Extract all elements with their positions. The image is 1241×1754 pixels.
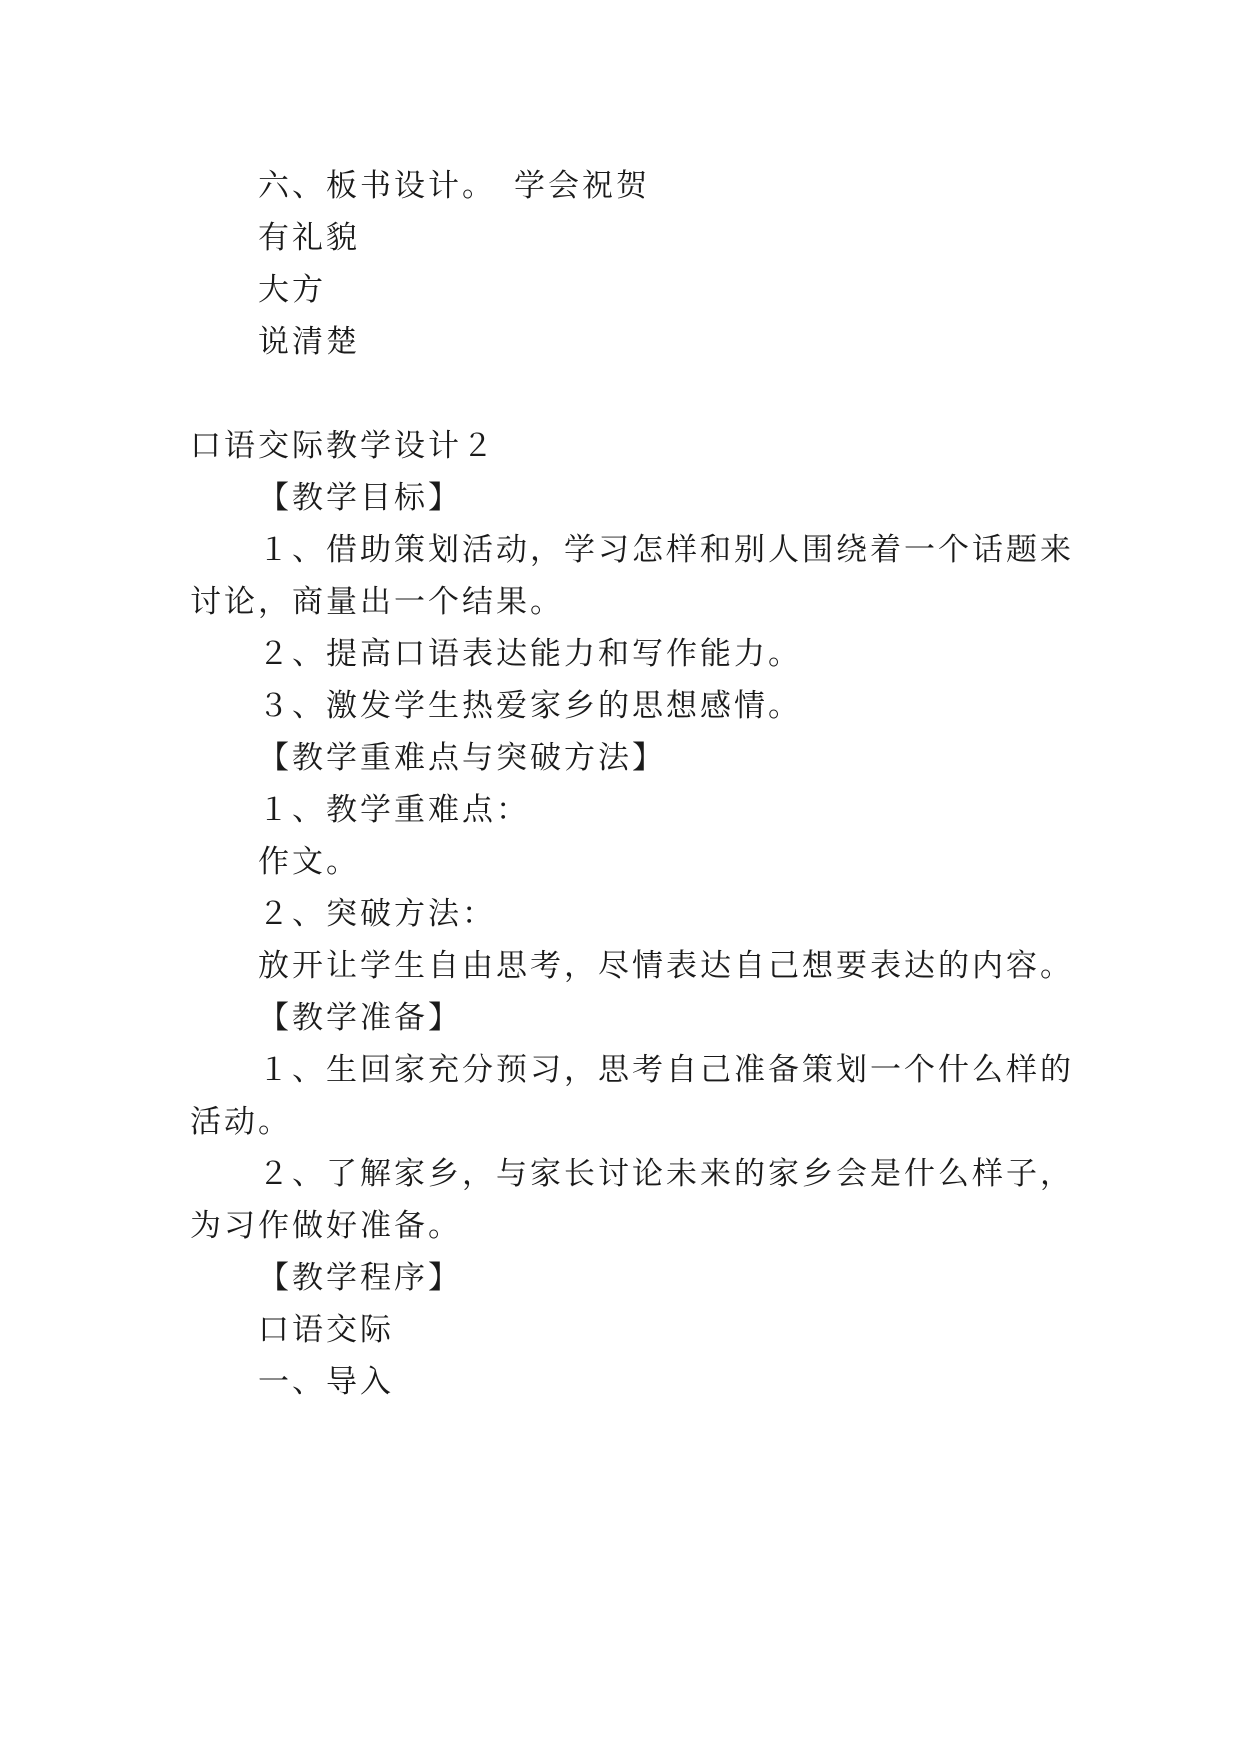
difficulty-label: １、教学重难点： xyxy=(258,792,530,828)
breakthrough-value: 放开让学生自由思考，尽情表达自己想要表达的内容。 xyxy=(258,948,1074,984)
board-design-item: 说清楚 xyxy=(258,324,360,360)
difficulty-value: 作文。 xyxy=(258,844,360,880)
procedure-subheading: 口语交际 xyxy=(258,1312,394,1348)
breakthrough-label: ２、突破方法： xyxy=(258,896,496,932)
procedure-heading: 【教学程序】 xyxy=(258,1260,462,1296)
section-title: 口语交际教学设计２ xyxy=(190,428,496,464)
board-design-heading-line xyxy=(258,166,650,206)
goal-item-continued: 讨论，商量出一个结果。 xyxy=(190,584,564,620)
prep-item-continued: 为习作做好准备。 xyxy=(190,1208,462,1244)
goal-item: ３、激发学生热爱家乡的思想感情。 xyxy=(258,688,802,724)
difficulty-heading: 【教学重难点与突破方法】 xyxy=(258,740,666,776)
prep-item: ２、了解家乡，与家长讨论未来的家乡会是什么样子， xyxy=(258,1156,1074,1192)
board-design-item: 有礼貌 xyxy=(258,220,360,256)
goal-item: ２、提高口语表达能力和写作能力。 xyxy=(258,636,802,672)
prep-item-continued: 活动。 xyxy=(190,1104,292,1140)
procedure-step: 一、导入 xyxy=(258,1364,394,1400)
board-design-item: 大方 xyxy=(258,272,326,308)
board-design-item: 学会祝贺 xyxy=(514,168,650,204)
prep-item: １、生回家充分预习，思考自己准备策划一个什么样的 xyxy=(258,1052,1074,1088)
goal-item: １、借助策划活动，学习怎样和别人围绕着一个话题来 xyxy=(258,532,1074,568)
board-design-heading: 六、板书设计。 xyxy=(258,168,496,204)
prep-heading: 【教学准备】 xyxy=(258,1000,462,1036)
goals-heading: 【教学目标】 xyxy=(258,480,462,516)
